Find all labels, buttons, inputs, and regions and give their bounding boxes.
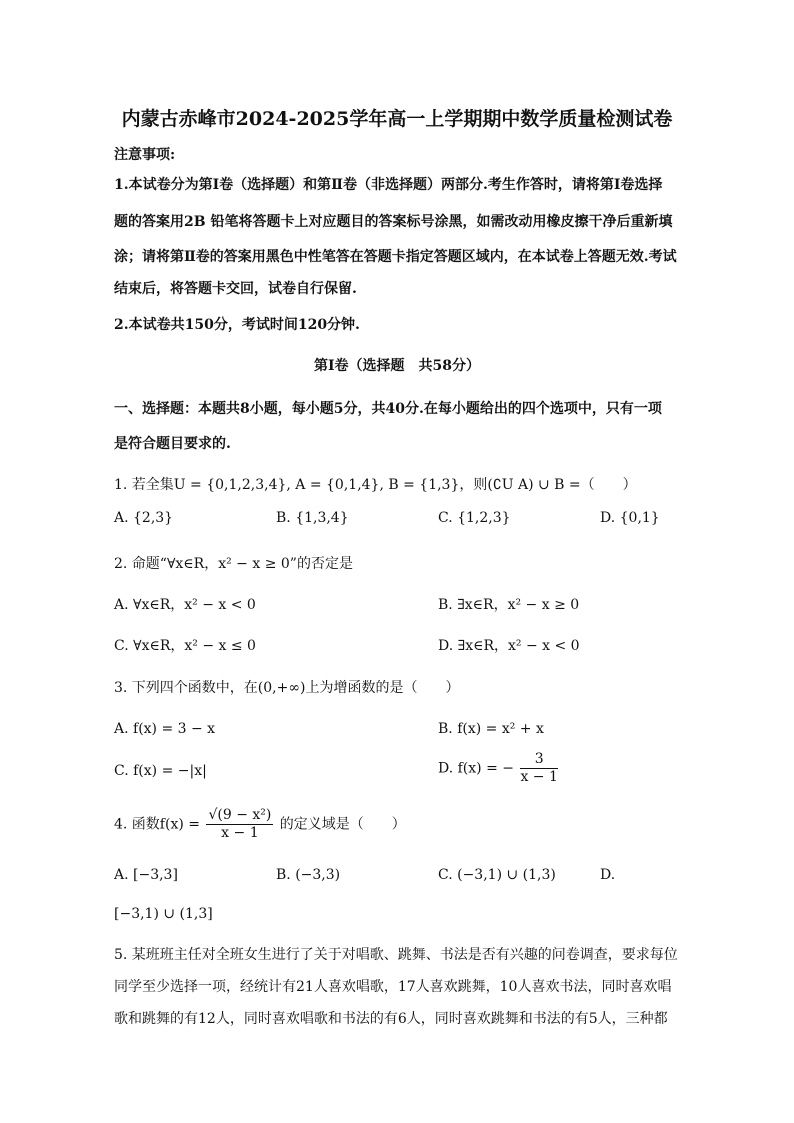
question-3-option-d-label: D. f(x) = − <box>438 760 514 777</box>
notice-item1-line1: 1.本试卷分为第Ⅰ卷（选择题）和第Ⅱ卷（非选择题）两部分.考生作答时，请将第Ⅰ卷选择 <box>114 177 663 193</box>
question-3-option-a: A. f(x) = 3 − x <box>114 721 216 737</box>
question-4-stem-fraction <box>206 807 273 842</box>
notice-item1-line4: 结束后，将答题卡交回，试卷自行保留. <box>114 281 357 297</box>
question-1-stem: 1. 若全集U = {0,1,2,3,4}, A = {0,1,4}, B = {1,3}，则(∁U A) ∪ B =（ ） <box>114 477 637 493</box>
question-3-option-c: C. f(x) = −|x| <box>114 763 207 779</box>
part1-heading: 第Ⅰ卷（选择题 共58分） <box>313 358 481 374</box>
section1-line1: 一、选择题：本题共8小题，每小题5分，共40分.在每小题给出的四个选项中，只有一项 <box>114 401 662 417</box>
question-1-option-b: B. {1,3,4} <box>276 510 349 526</box>
question-4-option-c: C. (−3,1) ∪ (1,3) <box>438 867 556 883</box>
question-4-stem-prefix: 4. 函数f(x) = <box>114 816 200 833</box>
question-2-stem: 2. 命题“∀x∈R，x² − x ≥ 0”的否定是 <box>114 556 353 572</box>
question-1-option-c: C. {1,2,3} <box>438 510 511 526</box>
question-3-option-d-fraction <box>520 751 557 786</box>
question-5-line3: 歌和跳舞的有12人，同时喜欢唱歌和书法的有6人，同时喜欢跳舞和书法的有5人，三种都 <box>114 1011 668 1027</box>
question-3-option-b: B. f(x) = x² + x <box>438 721 544 737</box>
fraction-denominator: x − 1 <box>520 769 558 785</box>
question-4-option-b: B. (−3,3) <box>276 867 341 883</box>
fraction-denominator: x − 1 <box>221 825 259 841</box>
question-3-option-d <box>438 751 560 786</box>
question-4-option-a: A. [−3,3] <box>114 867 178 883</box>
question-1-option-a: A. {2,3} <box>114 510 174 526</box>
question-3-stem: 3. 下列四个函数中，在(0,+∞)上为增函数的是（ ） <box>114 680 460 696</box>
notice-item1-line3: 涂；请将第Ⅱ卷的答案用黑色中性笔答在答题卡指定答题区域内，在本试卷上答题无效.考试 <box>114 249 677 265</box>
notice-item1-line2: 题的答案用2B 铅笔将答题卡上对应题目的答案标号涂黑，如需改动用橡皮擦干净后重新填 <box>114 214 673 230</box>
question-2-option-a: A. ∀x∈R，x² − x < 0 <box>114 597 256 613</box>
question-1-option-d: D. {0,1} <box>600 510 660 526</box>
question-4-option-d: D. <box>600 867 616 883</box>
question-2-option-c: C. ∀x∈R，x² − x ≤ 0 <box>114 638 256 654</box>
section1-line2: 是符合题目要求的. <box>114 436 231 452</box>
question-2-option-b: B. ∃x∈R，x² − x ≥ 0 <box>438 597 580 613</box>
notice-heading: 注意事项: <box>114 147 176 163</box>
question-4-option-d-wrap: [−3,1) ∪ (1,3] <box>114 906 213 922</box>
question-2-option-d: D. ∃x∈R，x² − x < 0 <box>438 638 580 654</box>
page-title: 内蒙古赤峰市2024-2025学年高一上学期期中数学质量检测试卷 <box>121 108 673 130</box>
notice-item2: 2.本试卷共150分，考试时间120分钟. <box>114 317 360 333</box>
fraction-numerator: 3 <box>520 751 557 769</box>
question-4-stem <box>114 807 406 842</box>
fraction-numerator: √(9 − x²) <box>208 807 272 823</box>
question-4-stem-suffix: 的定义域是（ ） <box>279 816 406 833</box>
question-5-line1: 5. 某班班主任对全班女生进行了关于对唱歌、跳舞、书法是否有兴趣的问卷调查，要求每位 <box>114 947 678 963</box>
question-5-line2: 同学至少选择一项，经统计有21人喜欢唱歌，17人喜欢跳舞，10人喜欢书法，同时喜欢唱 <box>114 979 672 995</box>
